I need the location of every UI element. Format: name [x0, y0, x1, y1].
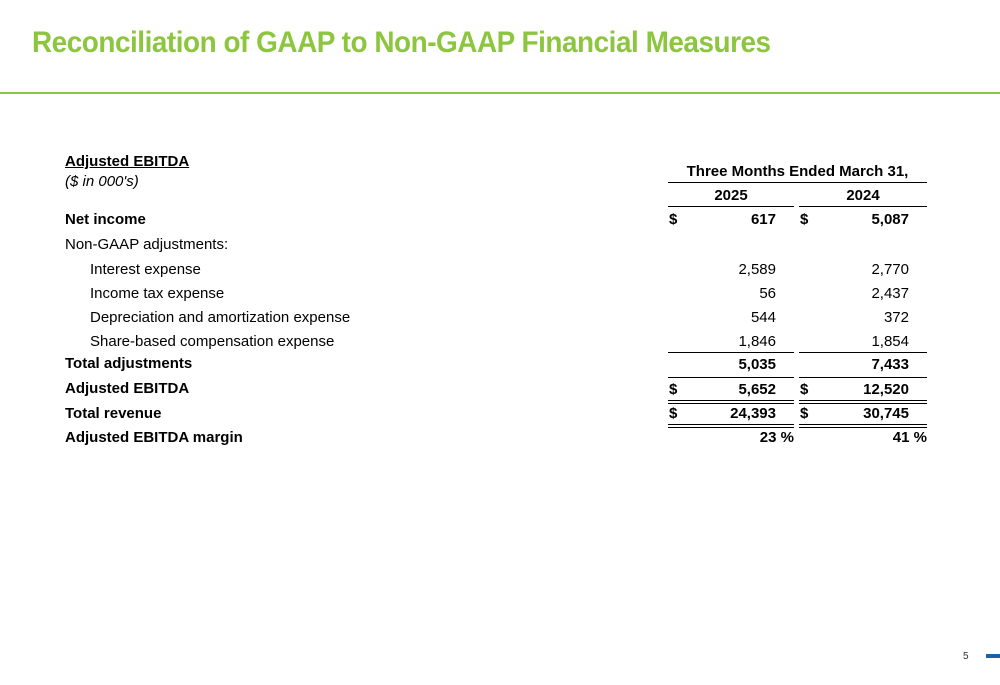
value-2025: 1,846 — [738, 333, 776, 350]
value-2025: 617 — [750, 211, 776, 228]
cell-2025 — [668, 426, 794, 448]
value-2024: 2,770 — [871, 261, 909, 278]
value-2024: 30,745 — [863, 405, 909, 422]
table-row-non-gaap-adjustments — [0, 233, 1000, 255]
row-label: Total adjustments — [65, 355, 193, 372]
value-2024: 1,854 — [871, 333, 909, 350]
row-label: Adjusted EBITDA — [65, 380, 190, 397]
row-label: Non-GAAP adjustments: — [65, 236, 229, 253]
cell-2024 — [799, 402, 927, 428]
row-label: Share-based compensation expense — [90, 333, 335, 350]
page-accent-mark — [986, 654, 1000, 658]
table-row-interest-expense — [0, 258, 1000, 280]
table-row-depreciation-amortization — [0, 306, 1000, 328]
value-2025: 24,393 — [730, 405, 776, 422]
column-header-2025: 2025 — [668, 187, 794, 207]
value-2025: 544 — [750, 309, 776, 326]
value-2025: 23 % — [759, 429, 794, 446]
value-2025: 5,652 — [738, 381, 776, 398]
value-2024: 41 % — [892, 429, 927, 446]
cell-2025 — [668, 306, 794, 328]
dollar-sign: $ — [800, 405, 809, 422]
cell-2024 — [799, 352, 927, 375]
title-divider — [0, 92, 1000, 94]
cell-2025 — [668, 330, 794, 352]
row-label: Interest expense — [90, 261, 201, 278]
column-header-2024: 2024 — [799, 187, 927, 207]
row-label: Adjusted EBITDA margin — [65, 429, 243, 446]
page-number: 5 — [963, 651, 969, 662]
cell-2024 — [799, 330, 927, 352]
cell-2025 — [668, 352, 794, 375]
dollar-sign: $ — [669, 405, 678, 422]
value-2024: 12,520 — [863, 381, 909, 398]
dollar-sign: $ — [669, 381, 678, 398]
cell-2024 — [799, 377, 927, 404]
value-2024: 5,087 — [871, 211, 909, 228]
value-2025: 5,035 — [738, 356, 776, 373]
table-row-adjusted-ebitda — [0, 377, 1000, 399]
cell-2025 — [668, 377, 794, 404]
cell-2025 — [668, 208, 794, 230]
cell-2024 — [799, 306, 927, 328]
row-label: Depreciation and amortization expense — [90, 309, 351, 326]
cell-2024 — [799, 426, 927, 448]
table-row-income-tax-expense — [0, 282, 1000, 304]
value-2024: 372 — [883, 309, 909, 326]
cell-2024 — [799, 208, 927, 230]
period-header: Three Months Ended March 31, — [668, 163, 927, 183]
page-title: Reconciliation of GAAP to Non-GAAP Financial Measures — [32, 26, 771, 59]
row-label: Income tax expense — [90, 285, 225, 302]
value-2024: 2,437 — [871, 285, 909, 302]
dollar-sign: $ — [800, 211, 809, 228]
table-title: Adjusted EBITDA — [65, 153, 190, 170]
table-row-share-based-compensation — [0, 330, 1000, 352]
cell-2024 — [799, 258, 927, 280]
dollar-sign: $ — [669, 211, 678, 228]
table-row-total-revenue — [0, 402, 1000, 424]
row-label: Net income — [65, 211, 146, 228]
table-subtitle: ($ in 000's) — [65, 173, 139, 190]
cell-2025 — [668, 402, 794, 428]
cell-2025 — [668, 282, 794, 304]
value-2024: 7,433 — [871, 356, 909, 373]
table-row-total-adjustments — [0, 352, 1000, 374]
cell-2025 — [668, 258, 794, 280]
value-2025: 2,589 — [738, 261, 776, 278]
row-label: Total revenue — [65, 405, 162, 422]
table-row-adjusted-ebitda-margin — [0, 426, 1000, 448]
value-2025: 56 — [759, 285, 776, 302]
dollar-sign: $ — [800, 381, 809, 398]
table-row-net-income — [0, 208, 1000, 230]
cell-2024 — [799, 282, 927, 304]
